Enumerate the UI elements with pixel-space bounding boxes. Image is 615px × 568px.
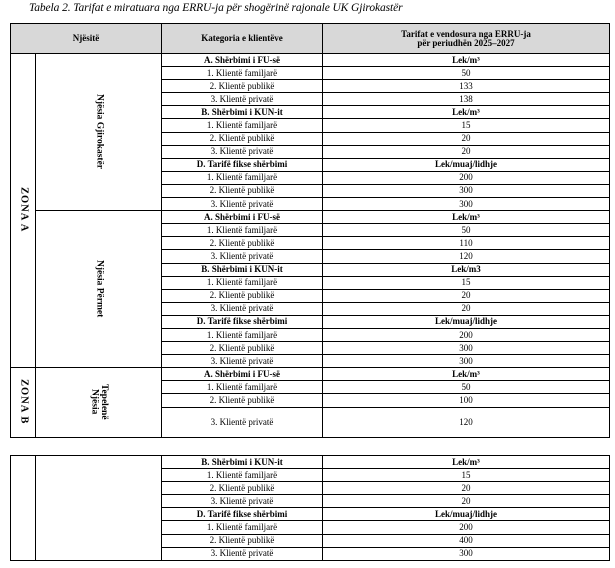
client-category: 1. Klientë familjarë: [162, 67, 323, 80]
header-tariffs-line1: Tarifat e vendosura nga ERRU-ja: [401, 28, 531, 39]
client-category: 3. Klientë privatë: [162, 547, 323, 560]
tariff-value: 138: [323, 93, 610, 106]
unit-tepelene-label-part-2: Njësia: [89, 388, 100, 415]
unit-spacer-cell: [36, 456, 162, 561]
client-category: 3. Klientë privatë: [162, 250, 323, 263]
client-category: 2. Klientë publikë: [162, 237, 323, 250]
tariff-value: 100: [323, 394, 610, 407]
table-header-row: [11, 24, 610, 54]
tariff-unit: Lek/m³: [323, 106, 610, 119]
service-category: A. Shërbimi i FU-së: [162, 211, 323, 224]
client-category: 3. Klientë privatë: [162, 198, 323, 211]
service-category: D. Tarifë fikse shërbimi: [162, 158, 323, 171]
tariff-value: 200: [323, 328, 610, 341]
tariff-value: 20: [323, 145, 610, 158]
tariff-value: 20: [323, 289, 610, 302]
client-category: 3. Klientë privatë: [162, 355, 323, 368]
service-category: A. Shërbimi i FU-së: [162, 54, 323, 67]
zone-b-cell: [11, 368, 36, 437]
tariff-value: 15: [323, 276, 610, 289]
tariff-value: 20: [323, 495, 610, 508]
tariff-value: 200: [323, 171, 610, 184]
client-category: 2. Klientë publikë: [162, 342, 323, 355]
tariff-value: 300: [323, 198, 610, 211]
unit-gjirokaster-cell: [36, 54, 162, 211]
client-category: 2. Klientë publikë: [162, 482, 323, 495]
tariff-value: 110: [323, 237, 610, 250]
service-category: B. Shërbimi i KUN-it: [162, 456, 323, 469]
zone-a-cell: [11, 54, 36, 368]
service-category: B. Shërbimi i KUN-it: [162, 263, 323, 276]
tariff-value: 50: [323, 224, 610, 237]
tariff-value: 300: [323, 547, 610, 560]
service-category: A. Shërbimi i FU-së: [162, 368, 323, 381]
client-category: 3. Klientë privatë: [162, 145, 323, 158]
unit-permet-cell: [36, 211, 162, 368]
table-row: [11, 54, 610, 67]
zone-spacer-cell: [11, 456, 36, 561]
table-caption: Tabela 2. Tarifat e miratuara nga ERRU-ja për shogërinë rajonale UK Gjirokastër: [29, 2, 403, 14]
client-category: 1. Klientë familjarë: [162, 119, 323, 132]
tariff-value: 20: [323, 482, 610, 495]
tariff-table: [10, 23, 610, 438]
client-category: 2. Klientë publikë: [162, 394, 323, 407]
client-category: 2. Klientë publikë: [162, 184, 323, 197]
header-tariffs-line2: për periudhën 2025–2027: [417, 37, 515, 48]
tariff-value: 50: [323, 381, 610, 394]
tariff-table-continued: [10, 455, 610, 561]
client-category: 1. Klientë familjarë: [162, 276, 323, 289]
table-row: [11, 211, 610, 224]
unit-tepelene-cell: [36, 368, 162, 437]
client-category: 1. Klientë familjarë: [162, 469, 323, 482]
table-row: [11, 456, 610, 469]
unit-tepelene-label-part-1: Tepelenë: [99, 383, 109, 420]
tariff-unit: Lek/muaj/lidhje: [323, 315, 610, 328]
client-category: 1. Klientë familjarë: [162, 521, 323, 534]
client-category: 3. Klientë privatë: [162, 407, 323, 437]
service-category: D. Tarifë fikse shërbimi: [162, 315, 323, 328]
zone-a-label: ZONA A: [18, 186, 30, 233]
tariff-value: 400: [323, 534, 610, 547]
tariff-value: 50: [323, 67, 610, 80]
table-row: [11, 368, 610, 381]
unit-tepelene-label: [89, 384, 108, 420]
client-category: 2. Klientë publikë: [162, 80, 323, 93]
zone-b-label: ZONA B: [18, 378, 30, 425]
tariff-value: 200: [323, 521, 610, 534]
tariff-value: 15: [323, 119, 610, 132]
client-category: 3. Klientë privatë: [162, 93, 323, 106]
tariff-value: 300: [323, 342, 610, 355]
tariff-value: 20: [323, 132, 610, 145]
client-category: 1. Klientë familjarë: [162, 224, 323, 237]
service-category: D. Tarifë fikse shërbimi: [162, 508, 323, 521]
tariff-unit: Lek/muaj/lidhje: [323, 158, 610, 171]
client-category: 2. Klientë publikë: [162, 534, 323, 547]
client-category: 1. Klientë familjarë: [162, 381, 323, 394]
tariff-value: 133: [323, 80, 610, 93]
tariff-value: 120: [323, 250, 610, 263]
tariff-unit: Lek/m³: [323, 211, 610, 224]
client-category: 3. Klientë privatë: [162, 495, 323, 508]
tariff-value: 120: [323, 407, 610, 437]
tariff-value: 15: [323, 469, 610, 482]
unit-permet-label: Njësia Përmet: [94, 259, 105, 317]
client-category: 2. Klientë publikë: [162, 132, 323, 145]
tariff-value: 300: [323, 355, 610, 368]
client-category: 2. Klientë publikë: [162, 289, 323, 302]
service-category: B. Shërbimi i KUN-it: [162, 106, 323, 119]
client-category: 3. Klientë privatë: [162, 302, 323, 315]
tariff-unit: Lek/m³: [323, 54, 610, 67]
header-units: Njësitë: [11, 24, 162, 54]
client-category: 1. Klientë familjarë: [162, 171, 323, 184]
header-category: Kategoria e klientëve: [162, 24, 323, 54]
unit-gjirokaster-label: Njësia Gjirokastër: [94, 93, 105, 169]
tariff-unit: Lek/m³: [323, 456, 610, 469]
tariff-unit: Lek/m3: [323, 263, 610, 276]
tariff-value: 20: [323, 302, 610, 315]
tariff-unit: Lek/m³: [323, 368, 610, 381]
tariff-value: 300: [323, 184, 610, 197]
tariff-unit: Lek/muaj/lidhje: [323, 508, 610, 521]
header-tariffs: [323, 24, 610, 54]
client-category: 1. Klientë familjarë: [162, 328, 323, 341]
